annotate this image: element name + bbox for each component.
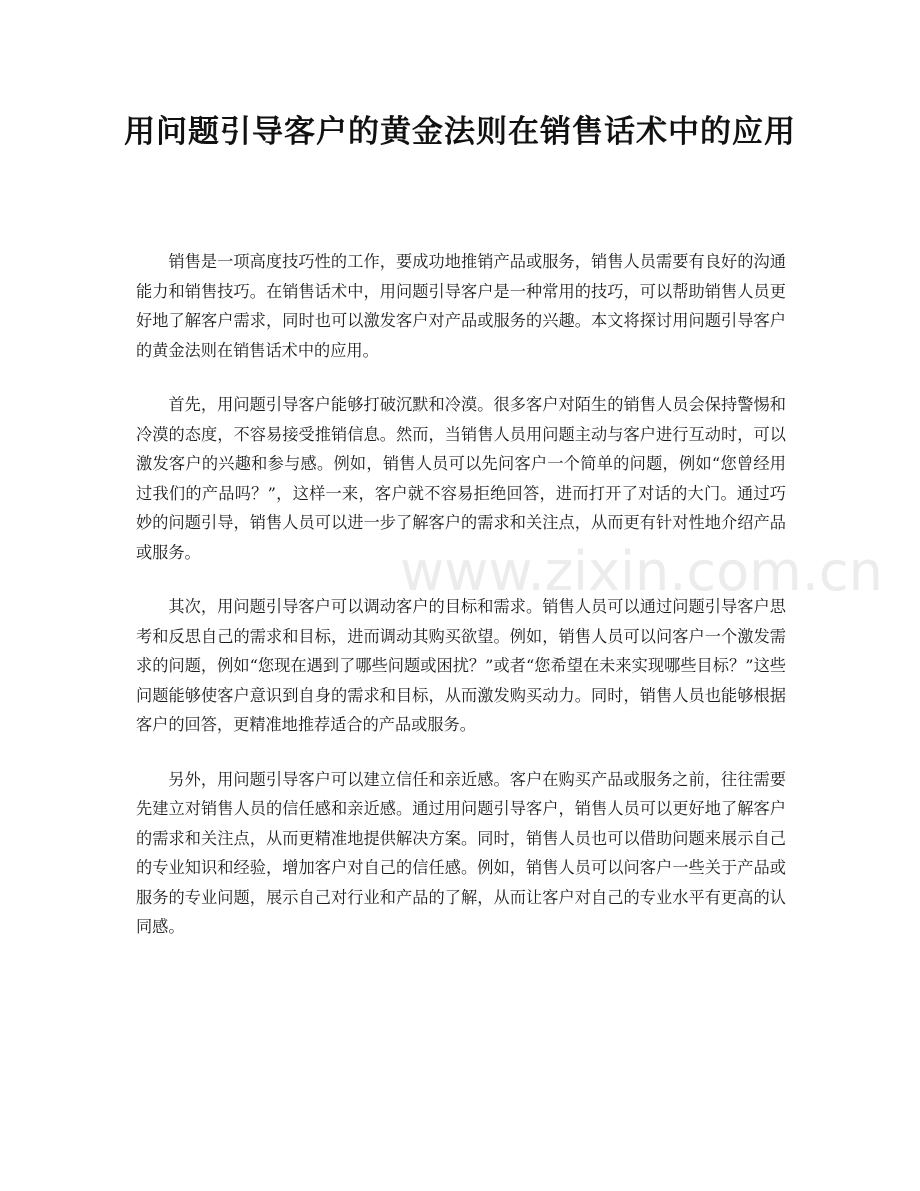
document-title: 用问题引导客户的黄金法则在销售话术中的应用 <box>124 114 796 150</box>
paragraph-1: 销售是一项高度技巧性的工作，要成功地推销产品或服务，销售人员需要有良好的沟通能力和销售技巧。在销售话术中，用问题引导客户是一种常用的技巧，可以帮助销售人员更好地了解客户需求，同时也可以激发客户对产品或服务的兴趣。本文将探讨用问题引导客户的黄金法则在销售话术中的应用。 <box>136 252 786 360</box>
paragraph-3: 其次，用问题引导客户可以调动客户的目标和需求。销售人员可以通过问题引导客户思考和反思自己的需求和目标，进而调动其购买欲望。例如，销售人员可以问客户一个激发需求的问题，例如“您现在遇到了哪些问题或困扰？”或者“您希望在未来实现哪些目标？”这些问题能够使客户意识到自身的需求和目标，从而激发购买动力。同时，销售人员也能够根据客户的回答，更精准地推荐适合的产品或服务。 <box>136 597 786 734</box>
paragraph-4: 另外，用问题引导客户可以建立信任和亲近感。客户在购买产品或服务之前，往往需要先建立对销售人员的信任感和亲近感。通过用问题引导客户，销售人员可以更好地了解客户的需求和关注点，从而更精准地提供解决方案。同时，销售人员也可以借助问题来展示自己的专业知识和经验，增加客户对自己的信任感。例如，销售人员可以问客户一些关于产品或服务的专业问题，展示自己对行业和产品的了解，从而让客户对自己的专业水平有更高的认同感。 <box>136 769 786 936</box>
document-body <box>136 247 883 967</box>
paragraph-2: 首先，用问题引导客户能够打破沉默和冷漠。很多客户对陌生的销售人员会保持警惕和冷漠的态度，不容易接受推销信息。然而，当销售人员用问题主动与客户进行互动时，可以激发客户的兴趣和参与感。例如，销售人员可以先问客户一个简单的问题，例如“您曾经用过我们的产品吗？”，这样一来，客户就不容易拒绝回答，进而打开了对话的大门。通过巧妙的问题引导，销售人员可以进一步了解客户的需求和关注点，从而更有针对性地介绍产品或服务。 <box>136 395 786 562</box>
watermark: www.zixin.com.cn <box>400 540 883 603</box>
